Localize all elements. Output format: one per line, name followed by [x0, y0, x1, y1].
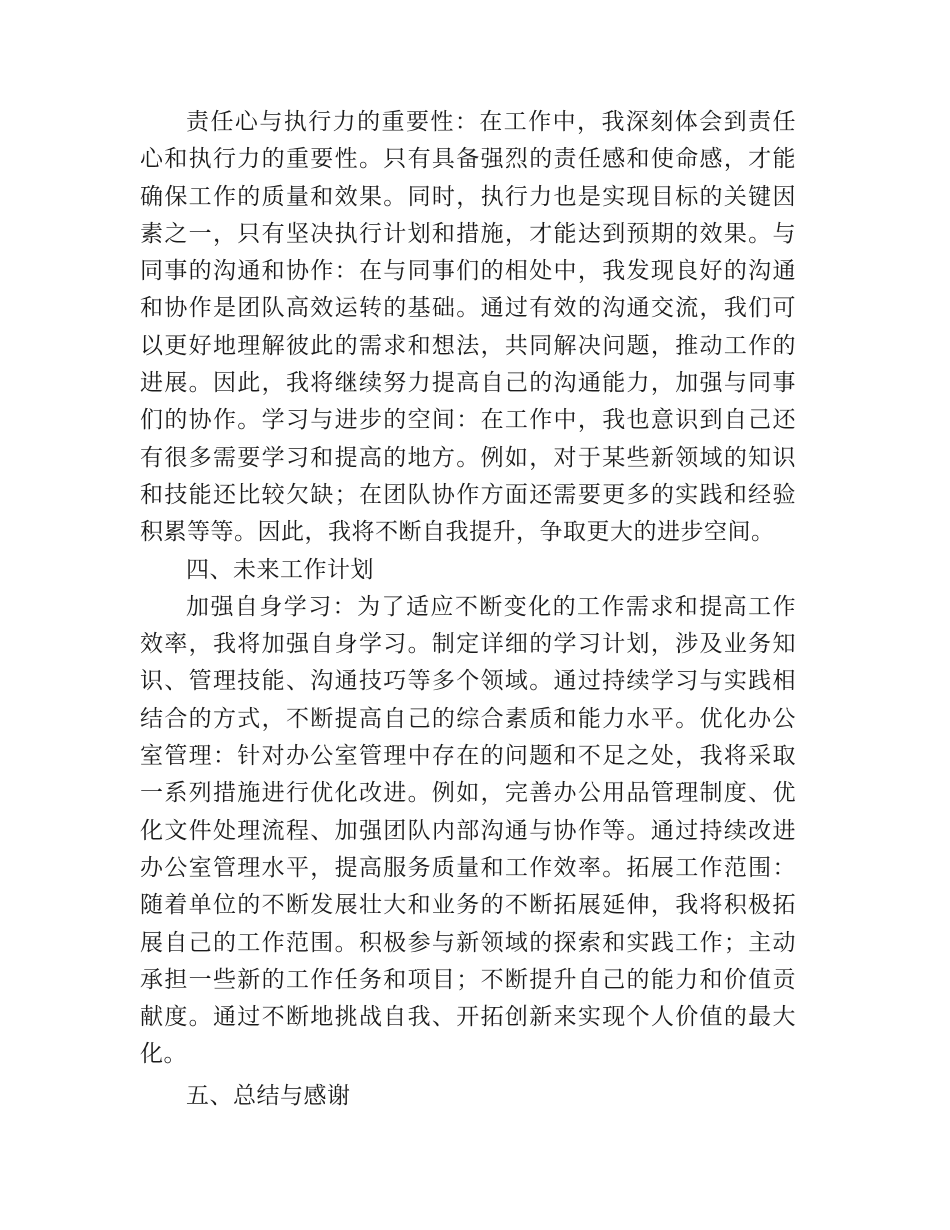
paragraph-future-plan: 加强自身学习：为了适应不断变化的工作需求和提高工作效率，我将加强自身学习。制定详细的学习计划，涉及业务知识、管理技能、沟通技巧等多个领域。通过持续学习与实践相结合的方式，不断提高自己的综合素质和能力水平。优化办公室管理：针对办公室管理中存在的问题和不足之处，我将采取一系列措施进行优化改进。例如，完善办公用品管理制度、优化文件处理流程、加强团队内部沟通与协作等。通过持续改进办公室管理水平，提高服务质量和工作效率。拓展工作范围：随着单位的不断发展壮大和业务的不断拓展延伸，我将积极拓展自己的工作范围。积极参与新领域的探索和实践工作；主动承担一些新的工作任务和项目；不断提升自己的能力和价值贡献度。通过不断地挑战自我、开拓创新来实现个人价值的最大化。: [140, 593, 796, 1068]
document-body: [140, 104, 796, 1115]
paragraph-responsibility: 责任心与执行力的重要性：在工作中，我深刻体会到责任心和执行力的重要性。只有具备强烈的责任感和使命感，才能确保工作的质量和效果。同时，执行力也是实现目标的关键因素之一，只有坚决执行计划和措施，才能达到预期的效果。与同事的沟通和协作：在与同事们的相处中，我发现良好的沟通和协作是团队高效运转的基础。通过有效的沟通交流，我们可以更好地理解彼此的需求和想法，共同解决问题，推动工作的进展。因此，我将继续努力提高自己的沟通能力，加强与同事们的协作。学习与进步的空间：在工作中，我也意识到自己还有很多需要学习和提高的地方。例如，对于某些新领域的知识和技能还比较欠缺；在团队协作方面还需要更多的实践和经验积累等等。因此，我将不断自我提升，争取更大的进步空间。: [140, 109, 796, 546]
section-heading-future-plan: 四、未来工作计划: [186, 556, 374, 583]
section-heading-summary: 五、总结与感谢: [186, 1082, 351, 1109]
